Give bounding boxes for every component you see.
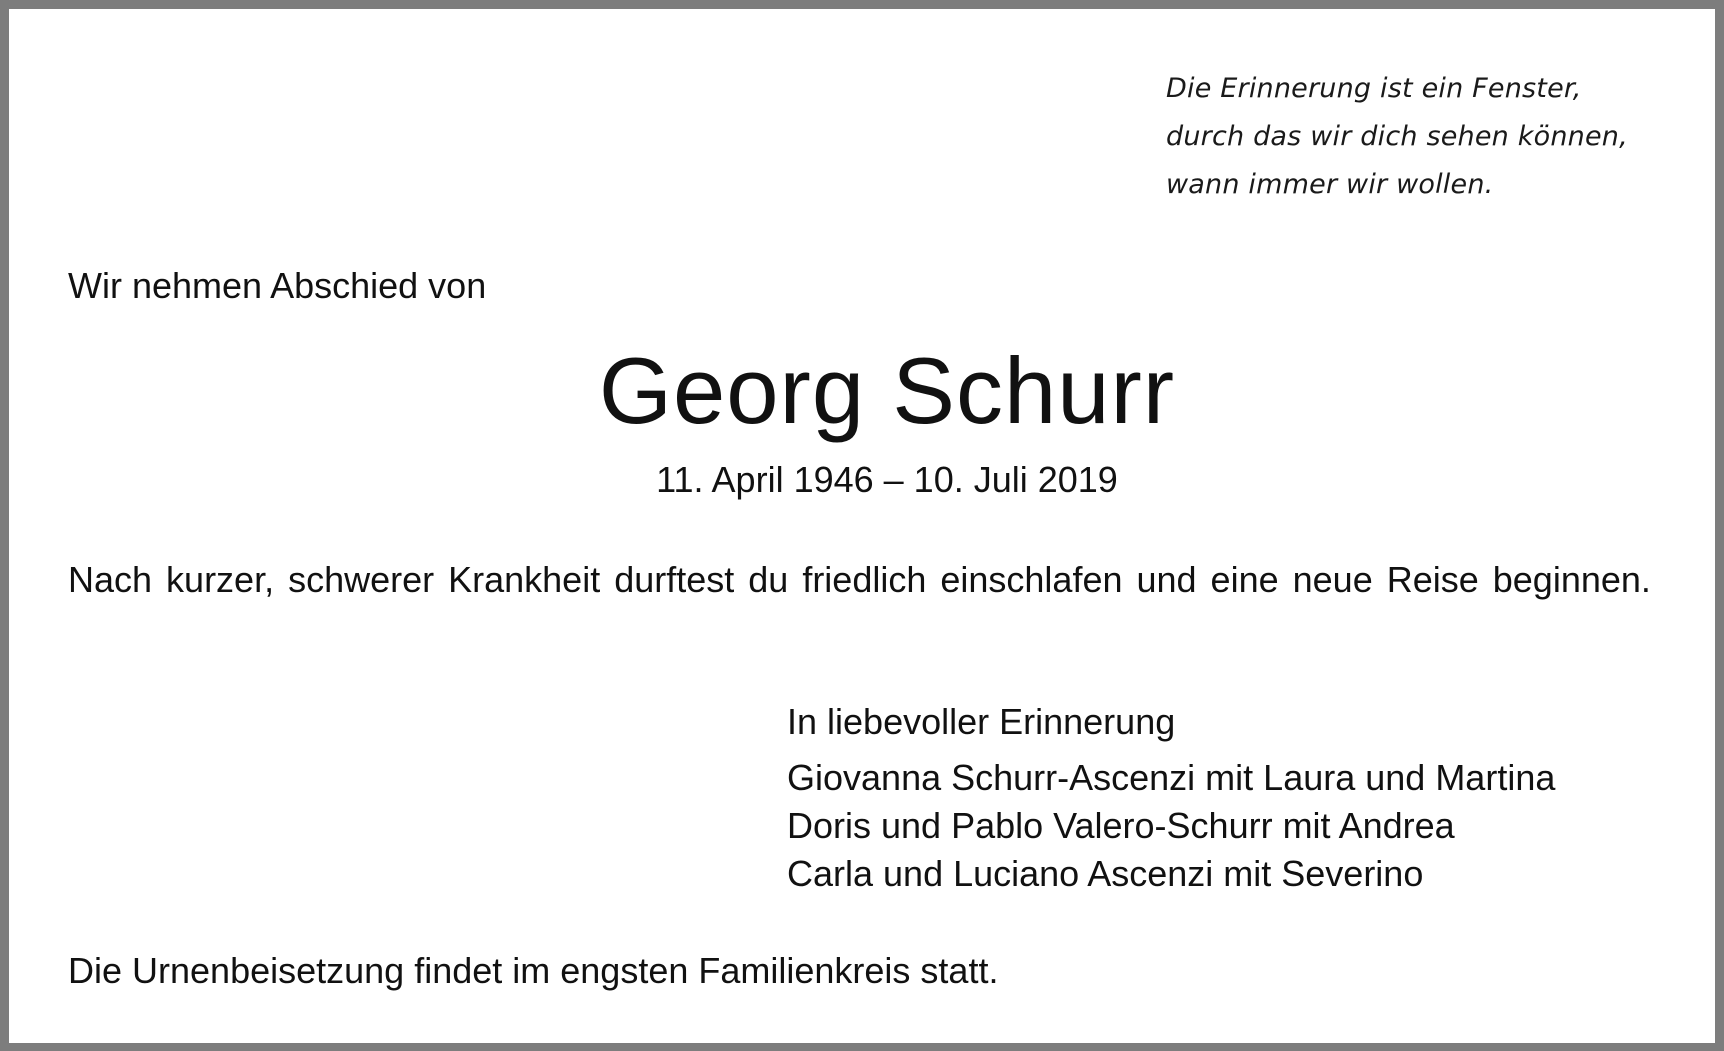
quote-line: wann immer wir wollen. xyxy=(1166,169,1494,200)
burial-note: Die Urnenbeisetzung findet im engsten Familienkreis statt. xyxy=(68,950,999,991)
family-member: Giovanna Schurr-Ascenzi mit Laura und Martina xyxy=(787,757,1556,798)
family-member: Carla und Luciano Ascenzi mit Severino xyxy=(787,853,1424,894)
life-dates: 11. April 1946 – 10. Juli 2019 xyxy=(656,459,1118,500)
family-member: Doris und Pablo Valero-Schurr mit Andrea xyxy=(787,805,1455,846)
deceased-name: Georg Schurr xyxy=(598,338,1176,443)
quote-line: durch das wir dich sehen können, xyxy=(1166,121,1628,152)
family-signature xyxy=(787,698,1687,898)
family-heading: In liebevoller Erinnerung xyxy=(787,701,1176,742)
farewell-message: Nach kurzer, schwerer Krankheit durftest du friedlich einschlafen und eine neue Reise beginnen. xyxy=(68,559,1651,600)
memorial-quote xyxy=(1166,65,1686,209)
farewell-intro: Wir nehmen Abschied von xyxy=(68,265,487,306)
quote-line: Die Erinnerung ist ein Fenster, xyxy=(1166,73,1582,104)
